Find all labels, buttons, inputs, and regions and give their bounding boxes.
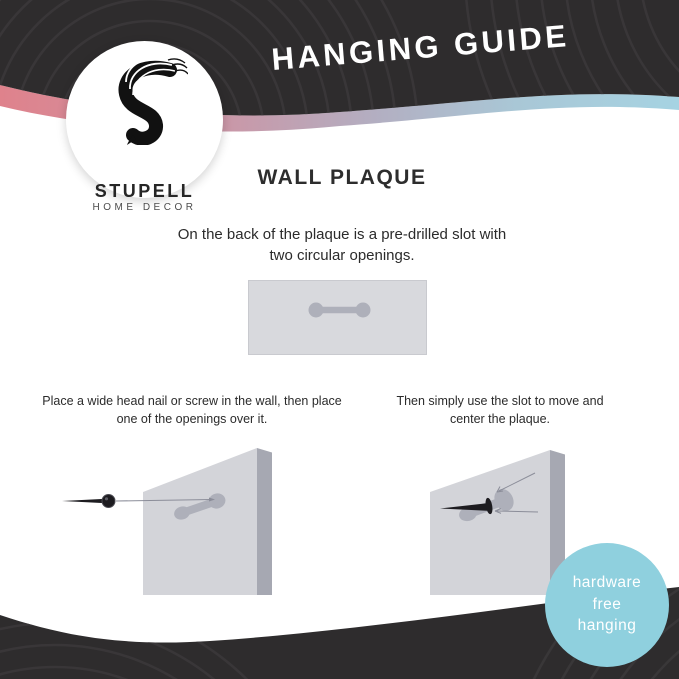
brand-tagline: HOME DECOR <box>92 202 197 213</box>
plaque-back-face <box>249 281 427 355</box>
step-2-text: Then simply use the slot to move and center the plaque. <box>396 394 604 426</box>
brand-logo <box>66 41 223 213</box>
intro-text: On the back of the plaque is a pre-drilled slot with two circular openings. <box>177 226 507 264</box>
hardware-free-badge <box>545 543 669 667</box>
badge-line: hardware <box>572 574 642 591</box>
section-heading: WALL PLAQUE <box>257 166 427 189</box>
plaque-back-illustration <box>248 280 427 355</box>
step-1-illustration <box>62 448 272 595</box>
wall-panel-side <box>257 448 272 595</box>
brand-name: STUPELL <box>94 181 195 201</box>
s-swirl-icon <box>102 53 188 145</box>
badge-line: free <box>592 595 622 613</box>
step-1-text: Place a wide head nail or screw in the wall, then place one of the openings over it. <box>42 394 342 426</box>
wall-panel-face <box>430 450 550 595</box>
badge-line: hanging <box>577 617 637 634</box>
page-title: HANGING GUIDE <box>270 18 571 77</box>
wall-panel-face <box>143 448 257 595</box>
nail-icon <box>62 495 115 508</box>
